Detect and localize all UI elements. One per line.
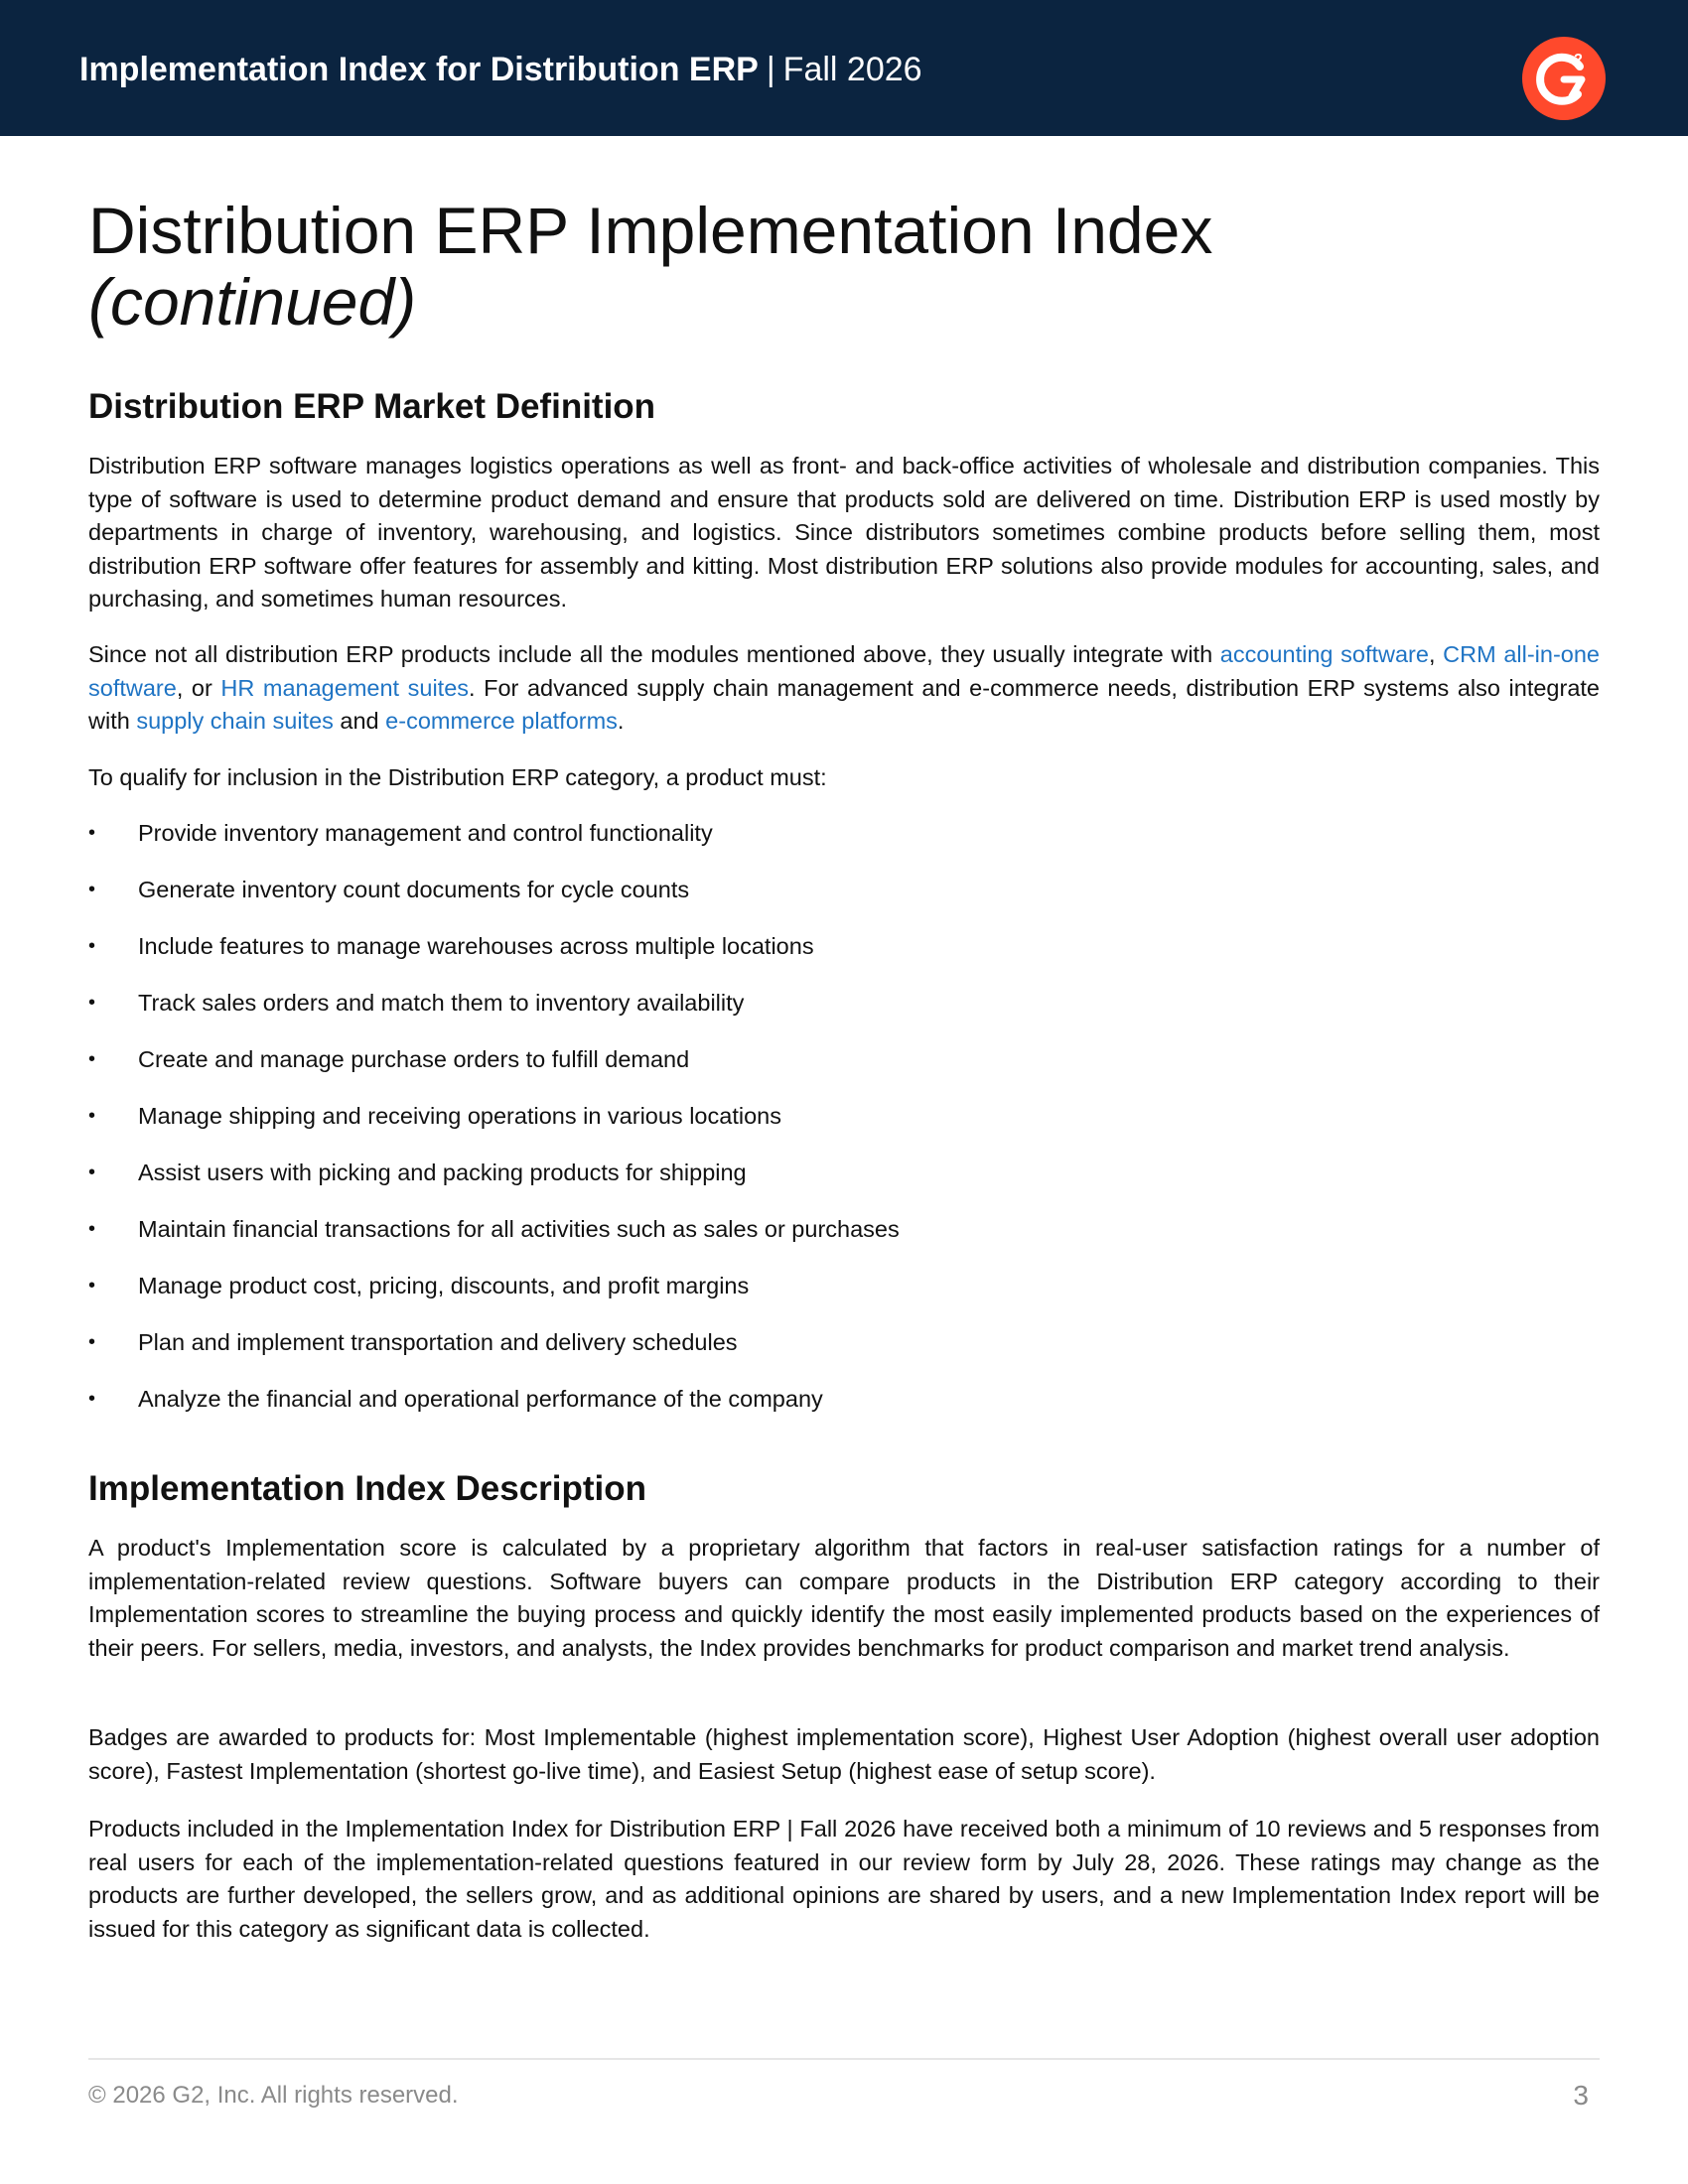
header-separator: | bbox=[766, 51, 775, 88]
svg-text:2: 2 bbox=[1574, 52, 1583, 68]
ecommerce-platforms-link[interactable]: e-commerce platforms bbox=[385, 708, 618, 734]
bullet-icon: • bbox=[88, 1218, 96, 1240]
list-item bbox=[88, 1213, 1600, 1270]
bullet-icon: • bbox=[88, 1331, 96, 1353]
criteria-text: Track sales orders and match them to inventory availability bbox=[138, 990, 745, 1016]
footer-divider bbox=[88, 2058, 1600, 2060]
bullet-icon: • bbox=[88, 935, 96, 957]
criteria-text: Create and manage purchase orders to fulfill demand bbox=[138, 1046, 690, 1072]
list-item bbox=[88, 1157, 1600, 1213]
criteria-text: Maintain financial transactions for all activities such as sales or purchases bbox=[138, 1216, 900, 1242]
criteria-text: Analyze the financial and operational performance of the company bbox=[138, 1386, 823, 1412]
page-title bbox=[88, 195, 1600, 338]
integration-text-c: , or bbox=[176, 674, 221, 701]
index-description-paragraph: A product's Implementation score is calculated by a proprietary algorithm that factors in real-user satisfaction ratings for a number of implementation-related review questions. Software buyers can compare products in the Distribution ERP category according to their Implementation scores to streamline the buying process and quickly identify the most easily implemented products based on the experiences of their peers. For sellers, media, investors, and analysts, the Index provides benchmarks for product comparison and market trend analysis. bbox=[88, 1535, 1600, 1661]
market-definition-paragraph: Distribution ERP software manages logistics operations as well as front- and back-office activities of wholesale and distribution companies. This type of software is used to determine product demand and ensure that products sold are delivered on time. Distribution ERP is used mostly by departments in charge of inventory, warehousing, and logistics. Since distributors sometimes combine products before selling them, most distribution ERP software offer features for assembly and kitting. Most distribution ERP solutions also provide modules for accounting, sales, and purchasing, and sometimes human resources. bbox=[88, 453, 1600, 612]
bullet-icon: • bbox=[88, 879, 96, 900]
header-report-name: Implementation Index for Distribution ERP bbox=[79, 51, 759, 88]
inclusion-paragraph: Products included in the Implementation Index for Distribution ERP | Fall 2026 have received both a minimum of 10 reviews and 5 responses from real users for each of the implementation-related questions featured in our review form by July 28, 2026. These ratings may change as the products are further developed, the sellers grow, and as additional opinions are shared by users, and a new Implementation Index report will be issued for this category as significant data is collected. bbox=[88, 1816, 1600, 1942]
crm-software-link[interactable]: CRM all-in-one software bbox=[88, 641, 1600, 701]
criteria-text: Manage shipping and receiving operations in various locations bbox=[138, 1103, 781, 1129]
list-item bbox=[88, 874, 1600, 930]
criteria-list bbox=[88, 817, 1600, 1439]
list-item bbox=[88, 930, 1600, 987]
integration-text-e: and bbox=[333, 708, 386, 734]
list-item bbox=[88, 1326, 1600, 1383]
page-title-main: Distribution ERP Implementation Index bbox=[88, 194, 1213, 267]
report-header-bar bbox=[0, 0, 1688, 136]
criteria-text: Plan and implement transportation and delivery schedules bbox=[138, 1329, 738, 1355]
page-number: 3 bbox=[1573, 2080, 1589, 2111]
criteria-text: Provide inventory management and control functionality bbox=[138, 820, 713, 846]
accounting-software-link[interactable]: accounting software bbox=[1219, 641, 1429, 667]
integration-text-b: , bbox=[1428, 641, 1444, 667]
qualify-intro: To qualify for inclusion in the Distribution ERP category, a product must: bbox=[88, 764, 827, 790]
bullet-icon: • bbox=[88, 1161, 96, 1183]
criteria-text: Assist users with picking and packing products for shipping bbox=[138, 1160, 747, 1185]
criteria-text: Generate inventory count documents for cycle counts bbox=[138, 877, 690, 902]
bullet-icon: • bbox=[88, 1275, 96, 1297]
supply-chain-link[interactable]: supply chain suites bbox=[136, 708, 334, 734]
list-item bbox=[88, 1043, 1600, 1100]
criteria-text: Manage product cost, pricing, discounts, and profit margins bbox=[138, 1273, 750, 1298]
badges-paragraph: Badges are awarded to products for: Most Implementable (highest implementation score), Highest User Adoption (highest overall user adoption score), Fastest Implementation (shortest go-live time), and Easiest Setup (highest ease of setup score). bbox=[88, 1724, 1600, 1784]
bullet-icon: • bbox=[88, 1388, 96, 1410]
bullet-icon: • bbox=[88, 1048, 96, 1070]
list-item bbox=[88, 1100, 1600, 1157]
list-item bbox=[88, 817, 1600, 874]
integration-text-d: . For advanced supply chain management and e-commerce needs, distribution ERP systems also integrate with bbox=[88, 674, 1600, 734]
integration-paragraph bbox=[88, 638, 1600, 739]
market-definition-heading: Distribution ERP Market Definition bbox=[88, 387, 656, 426]
list-item bbox=[88, 1383, 1600, 1439]
list-item bbox=[88, 987, 1600, 1043]
criteria-text: Include features to manage warehouses across multiple locations bbox=[138, 933, 814, 959]
g2-logo-glyph bbox=[1522, 37, 1606, 120]
g2-logo-icon bbox=[1522, 37, 1606, 120]
bullet-icon: • bbox=[88, 992, 96, 1014]
index-description-heading: Implementation Index Description bbox=[88, 1469, 647, 1508]
integration-text-a: Since not all distribution ERP products include all the modules mentioned above, they usually integrate with bbox=[88, 641, 1220, 667]
header-season: Fall 2026 bbox=[782, 51, 922, 88]
integration-text-f: . bbox=[617, 708, 625, 734]
bullet-icon: • bbox=[88, 822, 96, 844]
footer-copyright: © 2026 G2, Inc. All rights reserved. bbox=[88, 2082, 459, 2109]
hr-management-link[interactable]: HR management suites bbox=[220, 674, 470, 701]
page-title-continued: (continued) bbox=[88, 265, 417, 339]
list-item bbox=[88, 1270, 1600, 1326]
report-header-title bbox=[79, 48, 922, 91]
bullet-icon: • bbox=[88, 1105, 96, 1127]
